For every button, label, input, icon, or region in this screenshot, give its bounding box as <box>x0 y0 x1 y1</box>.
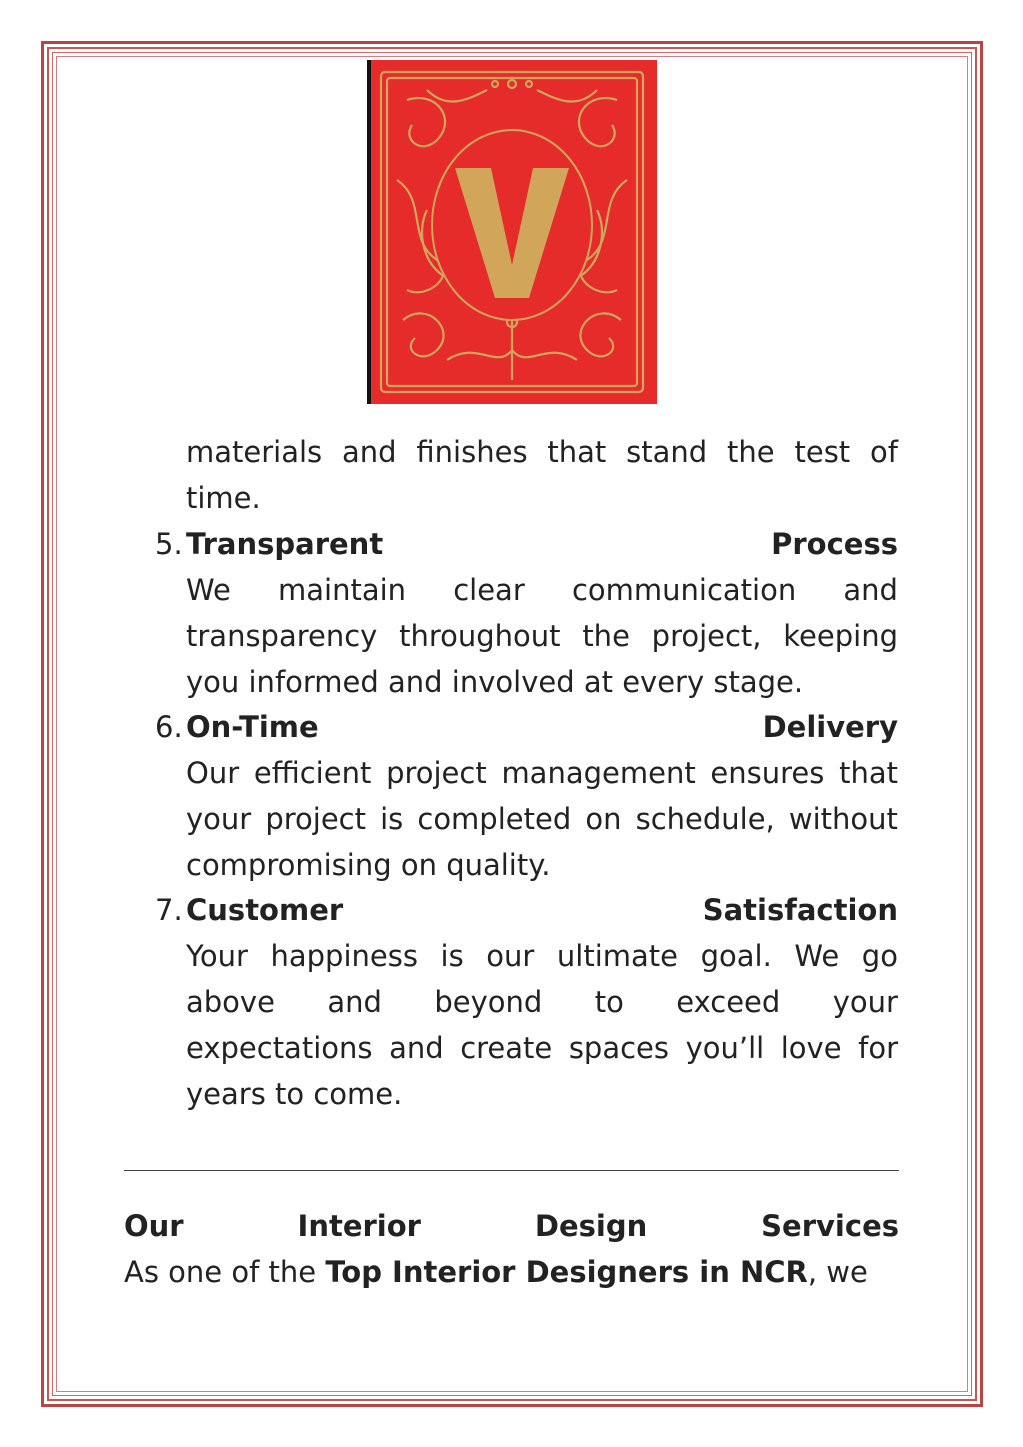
word: ultimate <box>556 939 679 973</box>
list-number: 5. <box>155 527 183 561</box>
item-line <box>186 567 898 613</box>
word: goal. <box>700 939 772 973</box>
word: Services <box>761 1209 899 1243</box>
word: We <box>186 573 231 607</box>
section-divider <box>124 1170 899 1171</box>
brand-logo <box>367 60 657 404</box>
word: management <box>501 756 696 790</box>
word: expectations <box>186 1031 373 1065</box>
word: efficient <box>253 756 372 790</box>
word: to <box>594 985 624 1019</box>
intro-suffix: , we <box>807 1255 868 1289</box>
logo-letter-text: V <box>512 400 513 401</box>
item-line: years to come. <box>186 1077 403 1111</box>
word: create <box>460 1031 553 1065</box>
word: is <box>440 939 464 973</box>
title-left: On-Time <box>186 710 319 744</box>
word: Your <box>186 939 248 973</box>
word: you’ll <box>685 1031 765 1065</box>
item-title <box>186 704 898 750</box>
word: for <box>858 1031 898 1065</box>
word: maintain <box>278 573 407 607</box>
word: We <box>794 939 840 973</box>
word: ensures <box>710 756 825 790</box>
list-item-on-time-delivery <box>186 704 898 888</box>
item-line: you informed and involved at every stage. <box>186 665 804 699</box>
word: and <box>327 985 382 1019</box>
word: that <box>839 756 898 790</box>
item-title <box>186 521 898 567</box>
word: Our <box>186 756 240 790</box>
services-intro-line <box>124 1249 899 1295</box>
item-line <box>186 796 898 842</box>
title-right: Process <box>771 527 898 561</box>
word: Interior <box>297 1209 421 1243</box>
list-item-transparent-process <box>186 521 898 705</box>
list-number: 7. <box>155 893 183 927</box>
item-line <box>186 613 898 659</box>
word: and <box>389 1031 444 1065</box>
intro-prefix: As one of the <box>124 1255 317 1289</box>
title-right: Satisfaction <box>702 893 898 927</box>
word: project <box>265 802 366 836</box>
intro-bold: Top Interior Designers in NCR <box>325 1255 808 1289</box>
word: happiness <box>270 939 418 973</box>
word: completed <box>417 802 572 836</box>
word: love <box>780 1031 842 1065</box>
title-right: Delivery <box>762 710 898 744</box>
word: test <box>794 435 851 469</box>
intro-line-1 <box>186 429 898 475</box>
word: beyond <box>434 985 543 1019</box>
word: schedule, <box>635 802 775 836</box>
word: and <box>342 435 397 469</box>
word: Our <box>124 1209 184 1243</box>
word: finishes <box>416 435 528 469</box>
word: project <box>386 756 487 790</box>
title-left: Customer <box>186 893 344 927</box>
word: clear <box>453 573 525 607</box>
list-number: 6. <box>155 710 183 744</box>
word: go <box>861 939 898 973</box>
word: and <box>843 573 898 607</box>
item-line <box>186 933 898 979</box>
word: spaces <box>568 1031 669 1065</box>
item-line <box>186 1025 898 1071</box>
word: of <box>870 435 898 469</box>
word: the <box>582 619 630 653</box>
item-line <box>186 750 898 796</box>
word: on <box>585 802 622 836</box>
word: communication <box>571 573 797 607</box>
word: is <box>380 802 404 836</box>
word: project, <box>651 619 762 653</box>
word: transparency <box>186 619 378 653</box>
title-left: Transparent <box>186 527 384 561</box>
word: stand <box>626 435 708 469</box>
services-section <box>124 1203 899 1295</box>
word: your <box>186 802 252 836</box>
item-title <box>186 887 898 933</box>
item-line: compromising on quality. <box>186 848 551 882</box>
word: our <box>486 939 535 973</box>
word: exceed <box>676 985 781 1019</box>
word: materials <box>186 435 323 469</box>
word: Design <box>534 1209 648 1243</box>
services-heading <box>124 1203 899 1249</box>
word: above <box>186 985 275 1019</box>
intro-continued <box>186 429 898 521</box>
intro-line-2: time. <box>186 481 261 515</box>
word: the <box>727 435 775 469</box>
word: throughout <box>399 619 561 653</box>
word: your <box>832 985 898 1019</box>
word: keeping <box>783 619 898 653</box>
item-line <box>186 979 898 1025</box>
word: that <box>547 435 607 469</box>
word: without <box>788 802 898 836</box>
list-item-customer-satisfaction <box>186 887 898 1117</box>
